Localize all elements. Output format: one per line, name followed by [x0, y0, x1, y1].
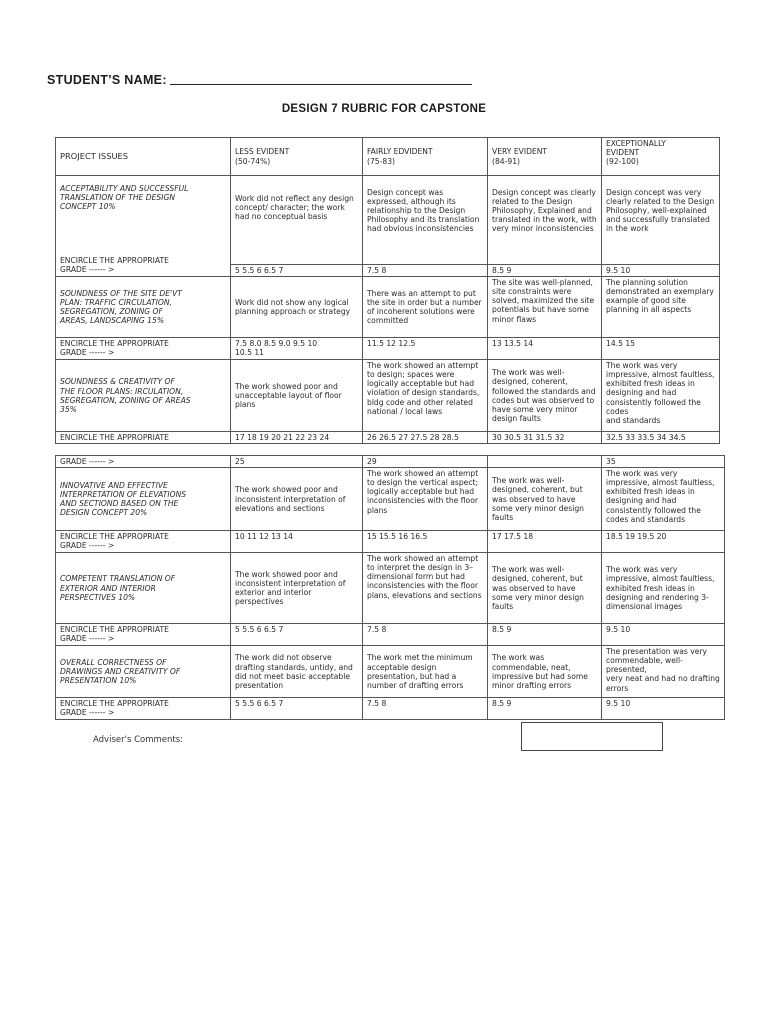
grade-options: 7.5 8	[363, 624, 488, 646]
criteria-cell: There was an attempt to put the site in order but a number of incoherent solutions were committed	[363, 277, 488, 338]
rubric-table-bottom	[55, 455, 725, 720]
criteria-cell: The work was very impressive, almost faultless, exhibited fresh ideas in designing and had consistently followed the codes and standards	[602, 360, 720, 432]
criteria-cell: The site was well-planned, site constraints were solved, maximized the site potentials but have some minor flaws	[488, 277, 602, 338]
grade-options: 7.5 8	[363, 698, 488, 720]
criteria-cell: Work did not show any logical planning approach or strategy	[231, 277, 363, 338]
grade-row	[56, 432, 720, 444]
grade-options: 9.5 10	[602, 698, 725, 720]
grade-options: 9.5 10	[602, 265, 720, 277]
encircle-label: ENCIRCLE THE APPROPRIATE GRADE ------ >	[56, 531, 231, 553]
encircle-label: ENCIRCLE THE APPROPRIATE GRADE ------ >	[60, 255, 169, 274]
criteria-cell: The work was well-designed, coherent, followed the standards and codes but was observed to have some very minor design faults	[488, 360, 602, 432]
grade-options: 25	[231, 456, 363, 468]
grade-options: 11.5 12 12.5	[363, 338, 488, 360]
table-row	[56, 646, 725, 698]
criteria-cell: The work showed poor and inconsistent interpretation of elevations and sections	[231, 468, 363, 531]
col-header-very: VERY EVIDENT (84-91)	[488, 138, 602, 176]
student-name-field	[47, 72, 472, 87]
criteria-cell: Design concept was very clearly related to the Design Philosophy, well-explained and successfully translated in the work	[602, 176, 720, 265]
issue-text: OVERALL CORRECTNESS OF DRAWINGS AND CREATIVITY OF PRESENTATION 10%	[56, 646, 231, 698]
grade-options: 13 13.5 14	[488, 338, 602, 360]
criteria-cell: The work showed an attempt to design; spaces were logically acceptable but had violation of design standards, bldg code and other related national / local laws	[363, 360, 488, 432]
table-row	[56, 553, 725, 624]
grade-label-continued: GRADE ------ >	[56, 456, 231, 468]
grade-options: 15 15.5 16 16.5	[363, 531, 488, 553]
grade-options: 8.5 9	[488, 265, 602, 277]
grade-options: 5 5.5 6 6.5 7	[231, 698, 363, 720]
grade-options	[488, 456, 602, 468]
grade-options: 26 26.5 27 27.5 28 28.5	[363, 432, 488, 444]
criteria-cell: The work showed an attempt to interpret the design in 3–dimensional form but had inconsistencies with the floor plans, elevations and sections	[363, 553, 488, 624]
document-title: DESIGN 7 RUBRIC FOR CAPSTONE	[281, 103, 487, 115]
student-name-line	[170, 72, 472, 85]
grade-row	[56, 338, 720, 360]
encircle-label: ENCIRCLE THE APPROPRIATE GRADE ------ >	[56, 624, 231, 646]
grade-options: 30 30.5 31 31.5 32	[488, 432, 602, 444]
table-row	[56, 277, 720, 338]
advisers-comments-label: Adviser's Comments:	[93, 735, 184, 745]
encircle-label: ENCIRCLE THE APPROPRIATE GRADE ------ >	[56, 698, 231, 720]
issue-text: COMPETENT TRANSLATION OF EXTERIOR AND INTERIOR PERSPECTIVES 10%	[56, 553, 231, 624]
issue-text: SOUNDNESS OF THE SITE DE'VT PLAN: TRAFFIC CIRCULATION, SEGREGATION, ZONING OF AREAS, LANDSCAPING 15%	[56, 277, 231, 338]
criteria-cell: The work showed an attempt to design the vertical aspect; logically acceptable but had inconsistencies with the floor plans	[363, 468, 488, 531]
grade-options: 14.5 15	[602, 338, 720, 360]
col-header-issues: PROJECT ISSUES	[56, 138, 231, 176]
criteria-cell: The work was well-designed, coherent, but was observed to have some very minor design faults	[488, 468, 602, 531]
table-header-row	[56, 138, 720, 176]
grade-options: 32.5 33 33.5 34 34.5	[602, 432, 720, 444]
criteria-cell: The work was very impressive, almost faultless, exhibited fresh ideas in designing and rendering 3-dimensional images	[602, 553, 725, 624]
grade-options: 8.5 9	[488, 698, 602, 720]
grade-row	[56, 698, 725, 720]
grade-options: 7.5 8	[363, 265, 488, 277]
col-header-less: LESS EVIDENT (50-74%)	[231, 138, 363, 176]
table-row	[56, 360, 720, 432]
encircle-label: ENCIRCLE THE APPROPRIATE GRADE ------ >	[56, 338, 231, 360]
grade-options: 10 11 12 13 14	[231, 531, 363, 553]
rubric-table-top	[55, 137, 720, 444]
criteria-cell: Work did not reflect any design concept/ character; the work had no conceptual basis	[231, 176, 363, 265]
grade-options: 17 18 19 20 21 22 23 24	[231, 432, 363, 444]
grade-options: 9.5 10	[602, 624, 725, 646]
criteria-cell: The work did not observe drafting standards, untidy, and did not meet basic acceptable presentation	[231, 646, 363, 698]
criteria-cell: The work was well-designed, coherent, but was observed to have some very minor design faults	[488, 553, 602, 624]
col-header-exceptional: EXCEPTIONALLY EVIDENT (92-100)	[602, 138, 720, 176]
grade-options: 29	[363, 456, 488, 468]
issue-cell	[56, 176, 231, 277]
student-name-label: STUDENT’S NAME:	[47, 73, 167, 87]
issue-text: SOUNDNESS & CREATIVITY OF THE FLOOR PLANS: IRCULATION, SEGREGATION, ZONING OF AREAS 35%	[56, 360, 231, 432]
grade-row	[56, 531, 725, 553]
grade-row	[56, 624, 725, 646]
criteria-cell: The work was very impressive, almost faultless, exhibited fresh ideas in designing and had consistently followed the codes and standards	[602, 468, 725, 531]
issue-text: INNOVATIVE AND EFFECTIVE INTERPRETATION OF ELEVATIONS AND SECTIOND BASED ON THE DESIGN CONCEPT 20%	[56, 468, 231, 531]
criteria-cell: Design concept was expressed, although its relationship to the Design Philosophy and its translation had obvious inconsistencies	[363, 176, 488, 265]
criteria-cell: The presentation was very commendable, well-presented, very neat and had no drafting errors	[602, 646, 725, 698]
issue-text: ACCEPTABILITY AND SUCCESSFUL TRANSLATION OF THE DESIGN CONCEPT 10%	[60, 184, 189, 212]
grade-options: 8.5 9	[488, 624, 602, 646]
criteria-cell: The work showed poor and unacceptable layout of floor plans	[231, 360, 363, 432]
table-row	[56, 468, 725, 531]
grade-options: 5 5.5 6 6.5 7	[231, 265, 363, 277]
grade-options: 17 17.5 18	[488, 531, 602, 553]
grade-options: 18.5 19 19.5 20	[602, 531, 725, 553]
criteria-cell: The work met the minimum acceptable design presentation, but had a number of drafting errors	[363, 646, 488, 698]
total-score-box[interactable]	[521, 722, 663, 751]
criteria-cell: Design concept was clearly related to the Design Philosophy, Explained and translated in the work, with very minor inconsistencies	[488, 176, 602, 265]
grade-row	[56, 456, 725, 468]
col-header-fairly: FAIRLY EDVIDENT (75-83)	[363, 138, 488, 176]
criteria-cell: The work was commendable, neat, impressive but had some minor drafting errors	[488, 646, 602, 698]
grade-options: 7.5 8.0 8.5 9.0 9.5 10 10.5 11	[231, 338, 363, 360]
grade-options: 5 5.5 6 6.5 7	[231, 624, 363, 646]
grade-options: 35	[602, 456, 725, 468]
criteria-cell: The work showed poor and inconsistent interpretation of exterior and interior perspectives	[231, 553, 363, 624]
encircle-label: ENCIRCLE THE APPROPRIATE	[56, 432, 231, 444]
criteria-cell: The planning solution demonstrated an exemplary example of good site planning in all aspects	[602, 277, 720, 338]
table-row	[56, 176, 720, 265]
